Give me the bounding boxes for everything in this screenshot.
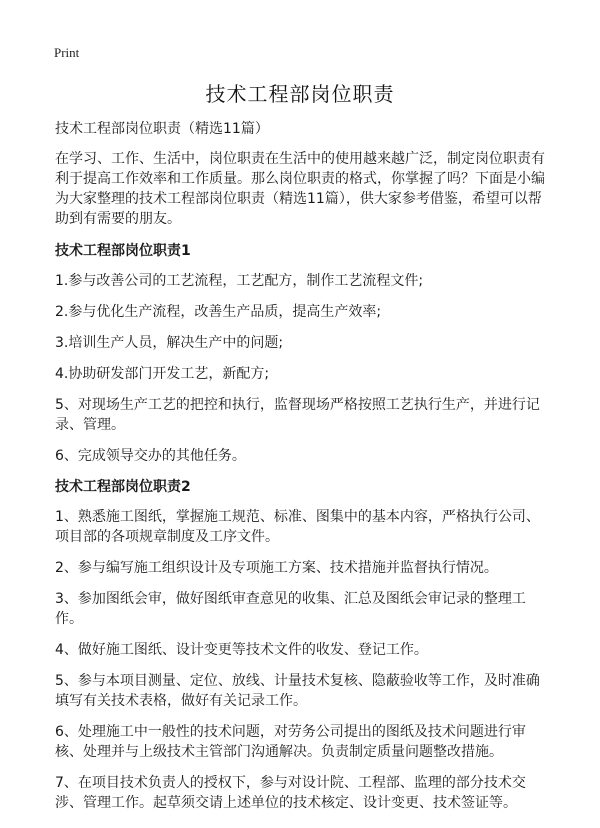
list-item: 5、对现场生产工艺的把控和执行，监督现场严格按照工艺执行生产，并进行记录、管理。	[55, 397, 540, 433]
intro-paragraph: 在学习、工作、生活中，岗位职责在生活中的使用越来越广泛，制定岗位职责有利于提高工作效率和工作质量。那么岗位职责的格式，你掌握了吗？下面是小编为大家整理的技术工程部岗位职责（精选11篇），供大家参考借鉴，希望可以帮助到有需要的朋友。	[55, 151, 545, 227]
section-heading: 技术工程部岗位职责2	[55, 479, 191, 495]
list-item: 4、做好施工图纸、设计变更等技术文件的收发、登记工作。	[55, 642, 428, 658]
list-item: 3、参加图纸会审，做好图纸审查意见的收集、汇总及图纸会审记录的整理工作。	[55, 591, 526, 627]
list-item: 5、参与本项目测量、定位、放线、计量技术复核、隐蔽验收等工作，及时准确填写有关技术表格，做好有关记录工作。	[55, 673, 540, 709]
print-link[interactable]: Print	[54, 45, 80, 60]
list-item: 7、在项目技术负责人的授权下，参与对设计院、工程部、监理的部分技术交涉、管理工作。起草须交请上述单位的技术核定、设计变更、技术签证等。	[55, 775, 526, 811]
list-item: 2、参与编写施工组织设计及专项施工方案、技术措施并监督执行情况。	[55, 560, 498, 576]
document-body	[55, 119, 550, 824]
list-item: 3.培训生产人员，解决生产中的问题;	[55, 335, 284, 351]
page-title: 技术工程部岗位职责	[205, 82, 395, 106]
list-item: 2.参与优化生产流程，改善生产品质，提高生产效率;	[55, 304, 382, 320]
section-heading: 技术工程部岗位职责1	[55, 243, 191, 259]
list-item: 6、处理施工中一般性的技术问题，对劳务公司提出的图纸及技术问题进行审核、处理并与上级技术主管部门沟通解决。负责制定质量问题整改措施。	[55, 724, 526, 760]
document-subtitle: 技术工程部岗位职责（精选11篇）	[55, 121, 269, 137]
list-item: 1、熟悉施工图纸，掌握施工规范、标准、图集中的基本内容，严格执行公司、项目部的各项规章制度及工序文件。	[55, 509, 540, 545]
section-1	[55, 241, 550, 466]
list-item: 4.协助研发部门开发工艺，新配方;	[55, 366, 270, 382]
list-item: 1.参与改善公司的工艺流程，工艺配方，制作工艺流程文件;	[55, 273, 424, 289]
section-2	[55, 477, 550, 813]
list-item: 6、完成领导交办的其他任务。	[55, 448, 246, 464]
